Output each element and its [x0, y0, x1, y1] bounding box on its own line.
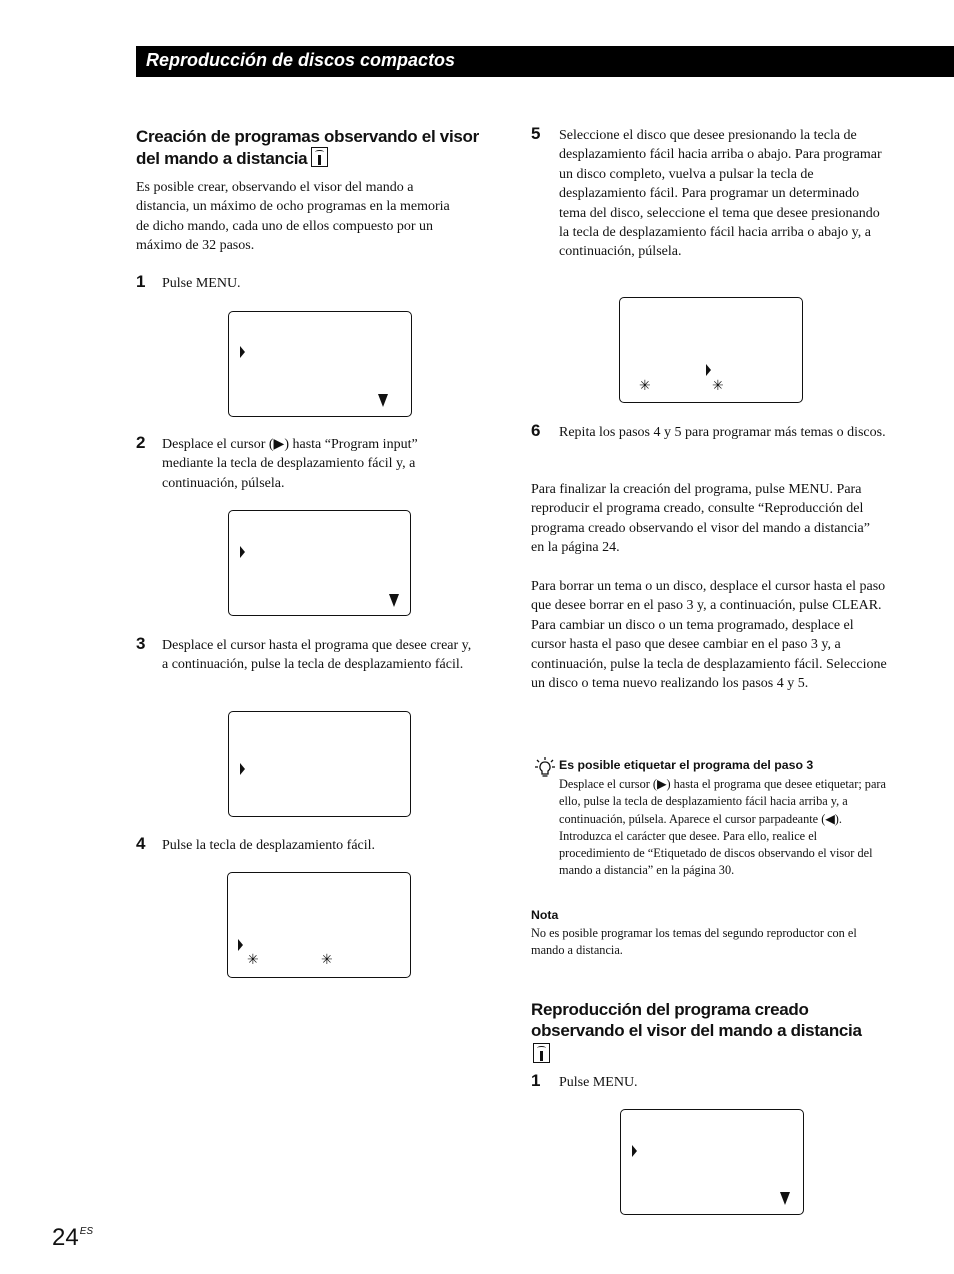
lcd-display-4 — [227, 872, 411, 978]
header-bar — [136, 46, 954, 77]
lightbulb-icon — [535, 757, 555, 779]
lcd-display-2 — [228, 510, 411, 616]
cursor-indicator — [632, 1145, 637, 1157]
step-3-text: Desplace el cursor hasta el programa que desee crear y, a continuación, pulse la tecla de desplazamiento fácil. — [162, 638, 472, 673]
para-finish: Para finalizar la creación del programa, pulse MENU. Para reproducir el programa creado, consulte “Reproducción del programa creado observando el visor del mando a distancia” en la página 24. — [531, 482, 870, 556]
blink-marker-icon: ✳ — [639, 378, 651, 394]
down-arrow-icon — [780, 1192, 790, 1205]
section2-step-1-number: 1 — [531, 1071, 541, 1090]
blink-marker-icon: ✳ — [247, 952, 259, 968]
cursor-indicator — [240, 546, 245, 558]
section1-heading: Creación de programas observando el visor del mando a distancia — [136, 127, 479, 168]
step-5-text: Seleccione el disco que desee presionando la tecla de desplazamiento fácil hacia arriba o abajo. Para programar un disco completo, vuelva a pulsar la tecla de desplazamiento fácil. Para programar un determinado tema del disco, seleccione el tema que desee presionando la tecla de desplazamiento fácil hacia arriba o abajo y, a continuación, púlsela. — [559, 128, 882, 260]
lcd-display-1 — [228, 311, 412, 417]
down-arrow-icon — [378, 394, 388, 407]
lcd-display-3 — [228, 711, 411, 817]
page-number: $24^{ES}$ — [52, 1224, 94, 1251]
blink-marker-icon: ✳ — [321, 952, 333, 968]
note-title: Nota — [531, 908, 559, 922]
note-text: No es posible programar los temas del segundo reproductor con el mando a distancia. — [531, 926, 857, 958]
remote-icon — [311, 147, 328, 167]
lcd-display-5 — [619, 297, 803, 403]
blink-marker-icon: ✳ — [712, 378, 724, 394]
step-2-number: 2 — [136, 433, 146, 452]
tip-title: Es posible etiquetar el programa del paso 3 — [559, 758, 814, 772]
step-4-text: Pulse la tecla de desplazamiento fácil. — [162, 838, 376, 853]
step-6-text: Repita los pasos 4 y 5 para programar más temas o discos. — [559, 425, 886, 440]
cursor-indicator — [238, 939, 243, 951]
cursor-indicator — [240, 346, 245, 358]
step-5-number: 5 — [531, 124, 541, 143]
header-title: Reproducción de discos compactos — [146, 50, 456, 70]
remote-icon — [533, 1043, 550, 1063]
para-delete: Para borrar un tema o un disco, desplace el cursor hasta el paso que desee borrar en el paso 3 y, a continuación, pulse CLEAR. Para cambiar un disco o un tema programado, desplace el cursor hasta el paso que desee cambiar en el paso 3 y, a continuación, pulse la tecla de desplazamiento fácil. Seleccione un disco o tema nuevo realizando los pasos 4 y 5. — [531, 579, 887, 692]
tip-text: Desplace el cursor (▶) hasta el programa que desee etiquetar; para ello, pulse la tecla de desplazamiento fácil hacia arriba y, a continuación, púlsela. Aparece el cursor parpadeante (◀). Introduzca el carácter que desee. Para ello, realice el procedimiento de “Etiquetado de discos observando el visor del mando a distancia” en la página 30. — [559, 777, 886, 878]
down-arrow-icon — [389, 594, 399, 607]
step-3-number: 3 — [136, 634, 146, 653]
section1-intro: Es posible crear, observando el visor del mando a distancia, un máximo de ocho programas en la memoria de dicho mando, cada uno de ellos compuesto por un máximo de 32 pasos. — [136, 180, 450, 254]
step-6-number: 6 — [531, 421, 541, 440]
step-1-number: 1 — [136, 272, 146, 291]
lcd-display-6 — [620, 1109, 804, 1215]
section2-step-1-text: Pulse MENU. — [559, 1075, 638, 1090]
step-2-text: Desplace el cursor (▶) hasta “Program input” mediante la tecla de desplazamiento fácil y, a continuación, púlsela. — [162, 437, 418, 491]
step-4-number: 4 — [136, 834, 146, 853]
step-1-text: Pulse MENU. — [162, 276, 241, 291]
section2-heading: Reproducción del programa creado observando el visor del mando a distancia — [531, 999, 881, 1065]
cursor-indicator — [240, 763, 245, 775]
cursor-indicator — [706, 364, 711, 376]
